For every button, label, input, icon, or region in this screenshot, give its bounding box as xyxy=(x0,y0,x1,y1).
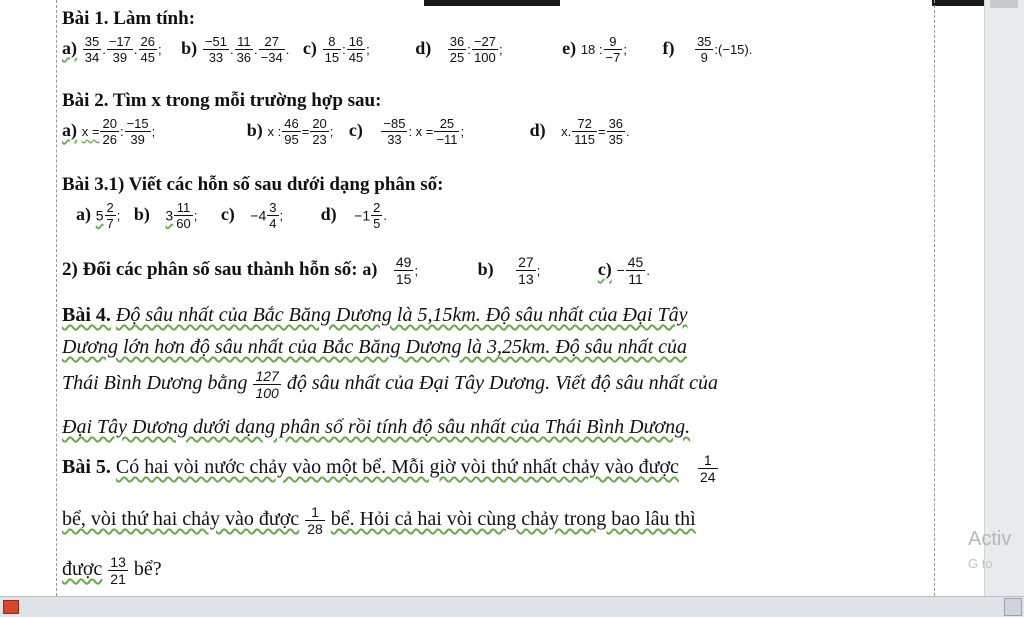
view-mode-icon[interactable] xyxy=(1004,598,1022,616)
activation-watermark-sub: G to xyxy=(968,556,993,571)
fraction: $\frac{46}{95}$ xyxy=(284,116,299,147)
fraction: $\frac{127}{100}$ xyxy=(255,368,279,401)
exercise-5-title: Bài 5. xyxy=(62,456,111,479)
fraction: $\frac{20}{26}$ xyxy=(102,116,117,147)
exercise-2-title: Bài 2. Tìm x trong mỗi trường hợp sau: xyxy=(62,90,382,111)
scrollbar-thumb[interactable] xyxy=(990,0,1018,8)
fraction: $\frac{27}{13}$ xyxy=(518,254,534,287)
fraction: $\frac{72}{115}$ xyxy=(574,116,595,147)
fraction: $\frac{20}{23}$ xyxy=(312,116,327,147)
exercise-4-line-4: Đại Tây Dương dưới dạng phân số rồi tính độ sâu nhất của Thái Bình Dương. xyxy=(62,416,691,438)
exercise-3-2: 2) Đổi các phân số sau thành hỗn số: a) $\frac{49}{15}$ ; b) $\frac{27}{13}$ ; c) − $\frac{45}{11}$ . xyxy=(62,254,650,287)
fraction: $\frac{49}{15}$ xyxy=(395,254,412,287)
exercise-2-items: a) x = $\frac{20}{26}$ : $\frac{-15}{39}$ ; b) x : $\frac{46}{95}$ = $\frac{20}{23}$ ; c) $\frac{-85}{33}$ : x = $\frac{25}{-11}$ ; d) x. $\frac{72}{115}$ = $\frac{36}{35}$ . xyxy=(62,116,630,147)
fraction: $\frac{16}{45}$ xyxy=(348,34,364,65)
fraction: $\frac{9}{-7}$ xyxy=(605,34,621,65)
exercise-5-line-2: bể, vòi thứ hai chảy vào được $\frac{1}{28}$ bể. Hỏi cả hai vòi cùng chảy trong bao lâu thì xyxy=(62,504,696,537)
exercise-3-1-title: Bài 3.1) Viết các hỗn số sau dưới dạng phân số: xyxy=(62,174,444,195)
fraction: $\frac{1}{28}$ xyxy=(307,504,323,537)
text-boundary-right xyxy=(934,0,935,596)
exercise-1-items: a) $\frac{35}{34}$ . $\frac{-17}{39}$ . $\frac{26}{45}$ ; b) $\frac{-51}{33}$ . $\frac{11}{36}$ . $\frac{27}{-34}$ . c) $\frac{8}{15}$ : $\frac{16}{45}$ ; d) $\frac{36}{25}$ : $\frac{-27}{100}$ ; e) 18 : $\frac{9}{-7}$ ; f) $\frac{35}{9}$ :(−15). xyxy=(62,34,753,65)
mixed-fraction: $\frac{2}{7}$ xyxy=(106,200,114,231)
exercise-1-title: Bài 1. Làm tính: xyxy=(62,8,196,29)
exercise-4-line-1: Bài 4. Độ sâu nhất của Bắc Băng Dương là 5,15km. Độ sâu nhất của Đại Tây xyxy=(62,304,688,326)
fraction: $\frac{35}{34}$ xyxy=(84,34,100,65)
fraction: $\frac{35}{9}$ xyxy=(696,34,712,65)
status-bar xyxy=(0,596,1024,617)
document-status-icon[interactable] xyxy=(3,600,19,614)
exercise-5-line-1: Bài 5. Có hai vòi nước chảy vào một bể. Mỗi giờ vòi thứ nhất chảy vào được $\frac{1}{24}$ xyxy=(62,452,716,485)
exercise-5-line-3: được $\frac{13}{21}$ bể? xyxy=(62,554,162,587)
exercise-4-title: Bài 4. xyxy=(62,304,111,326)
fraction: $\frac{8}{15}$ xyxy=(324,34,340,65)
top-bar-segment xyxy=(424,0,560,6)
fraction: $\frac{26}{45}$ xyxy=(140,34,155,65)
mixed-fraction: $\frac{2}{5}$ xyxy=(373,200,381,231)
exercise-4-line-3: Thái Bình Dương bằng $\frac{127}{100}$ độ sâu nhất của Đại Tây Dương. Viết độ sâu nhất của xyxy=(62,368,719,401)
fraction: $\frac{-51}{33}$ xyxy=(204,34,227,65)
fraction: $\frac{36}{35}$ xyxy=(608,116,624,147)
vertical-scrollbar[interactable] xyxy=(984,0,1024,596)
text-boundary-left xyxy=(56,0,57,596)
fraction: $\frac{11}{36}$ xyxy=(236,34,252,65)
fraction: $\frac{25}{-11}$ xyxy=(436,116,458,147)
exercise-3-2-title: 2) Đổi các phân số sau thành hỗn số: xyxy=(62,258,358,280)
fraction: $\frac{-27}{100}$ xyxy=(473,34,496,65)
fraction: $\frac{13}{21}$ xyxy=(110,554,126,587)
fraction: $\frac{36}{25}$ xyxy=(449,34,465,65)
mixed-fraction: $\frac{11}{60}$ xyxy=(176,200,191,231)
mixed-fraction: $\frac{3}{4}$ xyxy=(269,200,277,231)
fraction: $\frac{27}{-34}$ xyxy=(260,34,283,65)
fraction: $\frac{-15}{39}$ xyxy=(126,116,149,147)
activation-watermark: Activ xyxy=(968,528,1012,550)
fraction: $\frac{-85}{33}$ xyxy=(383,116,406,147)
fraction: $\frac{45}{11}$ xyxy=(627,254,644,287)
fraction: $\frac{1}{24}$ xyxy=(699,452,716,485)
fraction: $\frac{-17}{39}$ xyxy=(108,34,131,65)
exercise-4-line-2: Dương lớn hơn độ sâu nhất của Bắc Băng Dương là 3,25km. Độ sâu nhất của xyxy=(62,336,688,358)
exercise-3-1-items: a) 5 $\frac{2}{7}$ ; b) 3 $\frac{11}{60}$ ; c) −4 $\frac{3}{4}$ ; d) −1 $\frac{2}{5}$ . xyxy=(76,200,387,231)
